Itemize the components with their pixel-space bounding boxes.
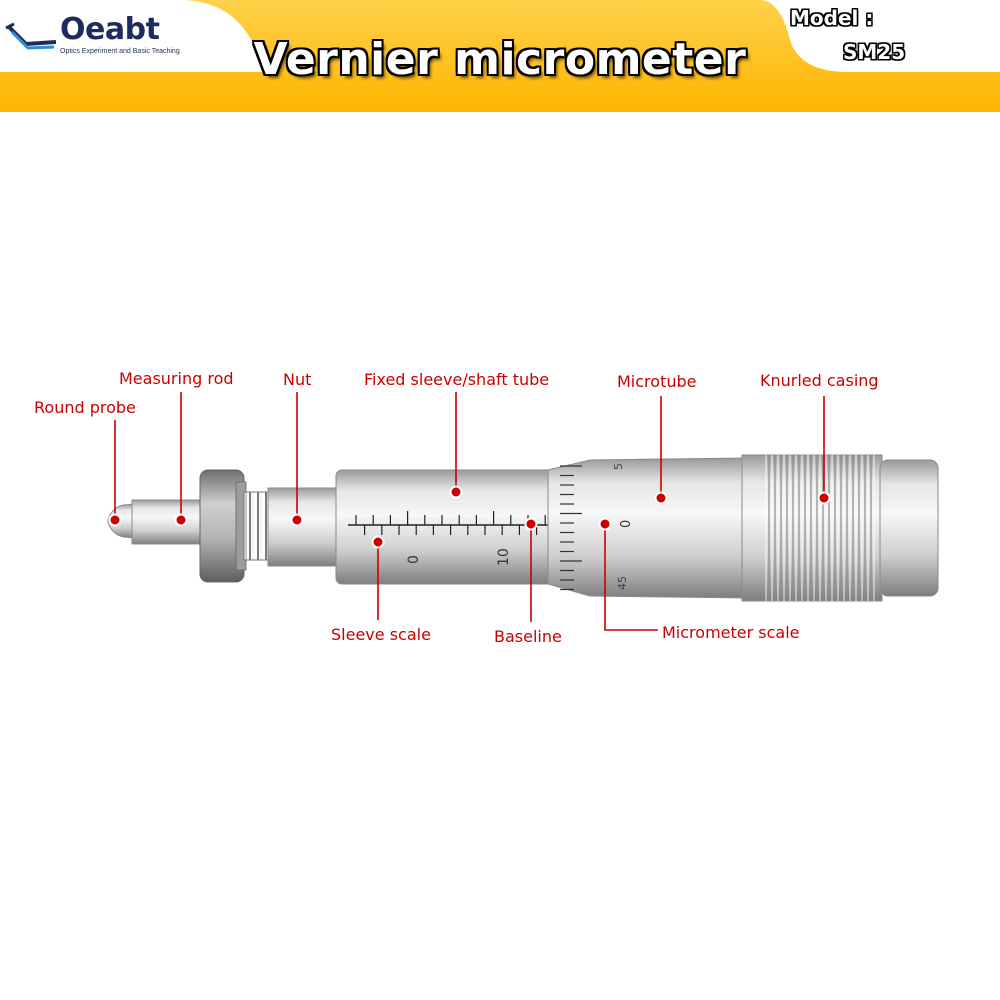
sleeve-numeral-0: 0: [406, 555, 422, 564]
fixed-sleeve-shape: [336, 470, 556, 584]
nut-shape: [268, 488, 338, 566]
label-baseline: Baseline: [494, 627, 562, 646]
end-cap-shape: [880, 460, 938, 596]
label-sleeve-scale: Sleeve scale: [331, 625, 431, 644]
label-round-probe: Round probe: [34, 398, 136, 417]
sleeve-numeral-10: 10: [496, 548, 512, 566]
label-nut: Nut: [283, 370, 312, 389]
label-microtube: Microtube: [617, 372, 697, 391]
thimble-numeral-bottom: 45: [616, 576, 629, 590]
label-measuring-rod: Measuring rod: [119, 369, 234, 388]
micrometer-body: [108, 455, 938, 601]
dot-round-probe: [110, 515, 121, 526]
dot-fixed-sleeve: [451, 487, 462, 498]
label-knurled-casing: Knurled casing: [760, 371, 879, 390]
dot-knurled-casing: [819, 493, 830, 504]
label-micrometer-scale: Micrometer scale: [662, 623, 800, 642]
dot-measuring-rod: [176, 515, 187, 526]
page-title: Vernier micrometer: [253, 34, 747, 85]
dot-baseline: [526, 519, 537, 530]
dot-microtube: [656, 493, 667, 504]
thimble-numeral-top: 5: [612, 463, 625, 470]
label-fixed-sleeve: Fixed sleeve/shaft tube: [364, 370, 550, 389]
brand-tagline: Optics Experiment and Basic Teaching: [60, 48, 180, 55]
brand-name: Oeabt: [60, 12, 160, 47]
microtube-shape: [548, 458, 750, 598]
dot-nut: [292, 515, 303, 526]
model-value: SM25: [843, 40, 906, 64]
thread-shape: [244, 492, 270, 560]
dot-micrometer-scale: [600, 519, 611, 530]
dot-sleeve-scale: [373, 537, 384, 548]
model-label: Model :: [790, 6, 874, 30]
measuring-rod-shape: [132, 500, 202, 544]
thimble-numeral-0: 0: [619, 519, 634, 528]
